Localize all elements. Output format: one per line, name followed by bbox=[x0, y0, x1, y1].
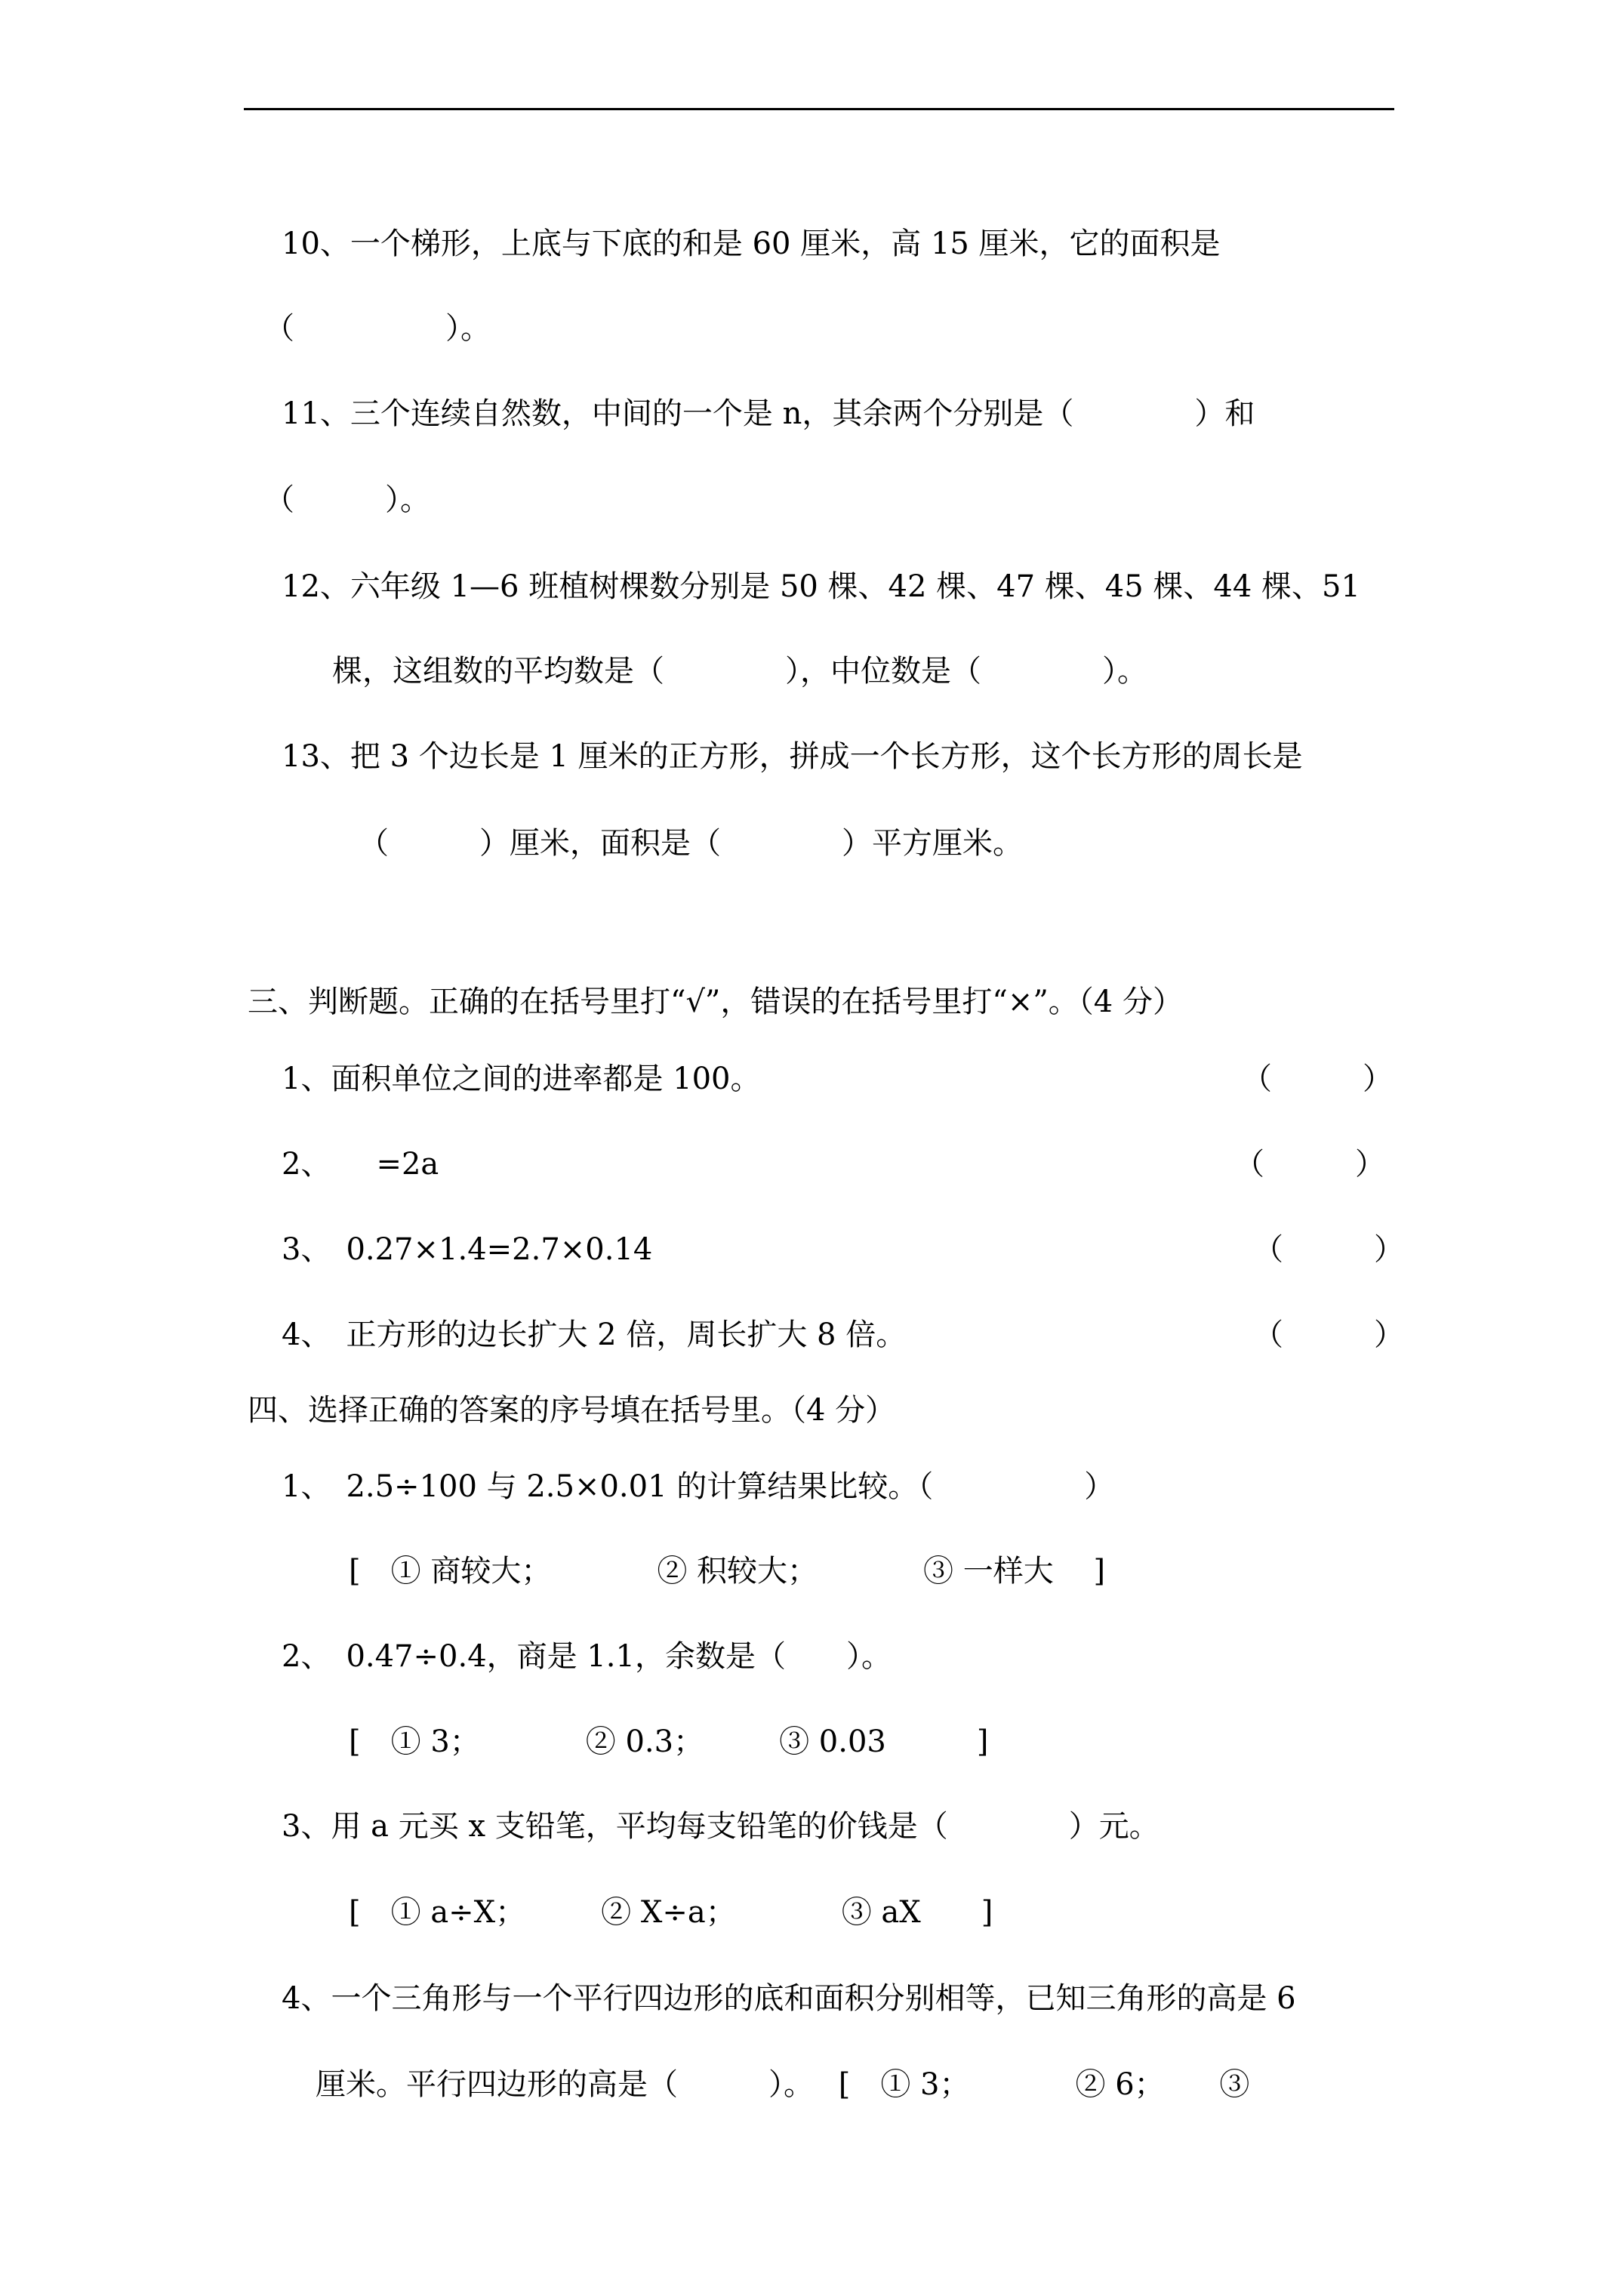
section-3-heading: 三、判断题。正确的在括号里打“√”，错误的在括号里打“×”。（4 分） bbox=[248, 985, 1183, 1019]
judge-item-2: 2、 =2a bbox=[282, 1147, 439, 1182]
choice-options-1: [ ① 商较大； ② 积较大； ③ 一样大 ] bbox=[349, 1554, 1106, 1589]
choice-question-4: 4、一个三角形与一个平行四边形的底和面积分别相等，已知三角形的高是 6 bbox=[282, 1981, 1296, 2016]
question-11-text: 11、三个连续自然数，中间的一个是 n，其余两个分别是（ ）和 bbox=[282, 396, 1255, 431]
question-12-continuation: 棵，这组数的平均数是（ ），中位数是（ ）。 bbox=[332, 654, 1147, 689]
choice-question-2: 2、 0.47÷0.4，商是 1.1，余数是（ ）。 bbox=[282, 1639, 892, 1674]
choice-question-3: 3、用 a 元买 x 支铅笔，平均每支铅笔的价钱是（ ）元。 bbox=[282, 1809, 1160, 1844]
judge-item-4-bracket: （ ） bbox=[1253, 1318, 1404, 1352]
judge-item-3-bracket: （ ） bbox=[1253, 1232, 1404, 1267]
question-13-continuation: （ ）厘米，面积是（ ）平方厘米。 bbox=[359, 826, 1023, 861]
judge-item-3: 3、 0.27×1.4=2.7×0.14 bbox=[282, 1232, 653, 1267]
question-10-text: 10、一个梯形，上底与下底的和是 60 厘米，高 15 厘米，它的面积是 bbox=[282, 227, 1221, 261]
choice-options-2: [ ① 3； ② 0.3； ③ 0.03 ] bbox=[349, 1724, 989, 1759]
choice-question-4-continuation: 厘米。平行四边形的高是（ ）。 [ ① 3； ② 6； ③ bbox=[316, 2067, 1250, 2102]
section-4-heading: 四、选择正确的答案的序号填在括号里。（4 分） bbox=[248, 1393, 896, 1428]
judge-item-1: 1、面积单位之间的进率都是 100。 bbox=[282, 1062, 761, 1096]
choice-question-1: 1、 2.5÷100 与 2.5×0.01 的计算结果比较。（ ） bbox=[282, 1469, 1115, 1504]
question-13-text: 13、把 3 个边长是 1 厘米的正方形，拼成一个长方形，这个长方形的周长是 bbox=[282, 739, 1303, 774]
question-10-answer-blank: （ ）。 bbox=[264, 311, 491, 346]
header-rule bbox=[244, 108, 1394, 110]
judge-item-4: 4、 正方形的边长扩大 2 倍，周长扩大 8 倍。 bbox=[282, 1318, 907, 1352]
choice-options-3: [ ① a÷X； ② X÷a； ③ aX ] bbox=[349, 1895, 993, 1930]
question-12-text: 12、六年级 1—6 班植树棵数分别是 50 棵、42 棵、47 棵、45 棵、44 棵、51 bbox=[282, 569, 1360, 604]
question-11-answer-blank: （ ）。 bbox=[264, 482, 430, 517]
judge-item-1-bracket: （ ） bbox=[1242, 1062, 1393, 1096]
judge-item-2-bracket: （ ） bbox=[1234, 1147, 1385, 1182]
